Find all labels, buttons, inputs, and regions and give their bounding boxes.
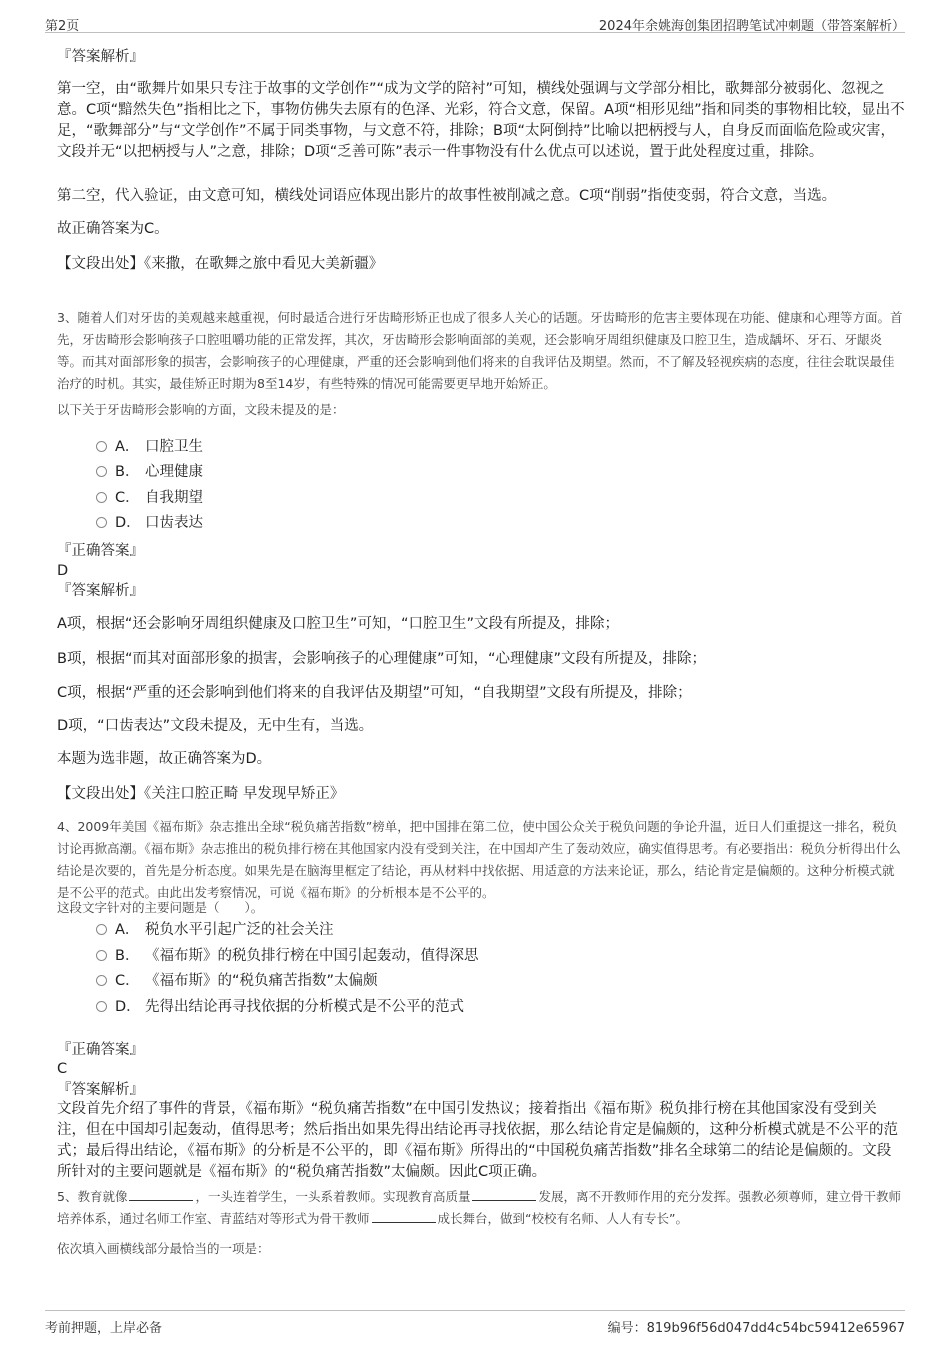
radio-icon[interactable] [96,924,107,935]
q3-option-d[interactable]: D． 口齿表达 [96,512,203,534]
page-number: 第2页 [45,19,80,34]
answer-blank-1 [129,1186,193,1201]
answer-blank-3 [372,1208,436,1223]
q4-correct-label: 『正确答案』 [57,1042,144,1058]
document-code: 编号：819b96f56d047dd4c54bc59412e65967 [607,1321,905,1336]
q2-answer-line: 故正确答案为C。 [57,221,169,237]
q4-analysis-label: 『答案解析』 [57,1082,144,1098]
q3-answer-line: 本题为选非题，故正确答案为D。 [57,751,272,767]
q4-correct-answer: C [57,1061,68,1077]
page-footer [45,1310,905,1335]
q3-source: 【文段出处】《关注口腔正畸 早发现早矫正》 [57,786,345,802]
q2-analysis-p2: 第二空，代入验证，由文意可知，横线处词语应体现出影片的故事性被削减之意。C项“削弱”指使变弱，符合文意，当选。 [57,188,837,204]
radio-icon[interactable] [96,975,107,986]
q2-analysis-p1: 第一空，由“歌舞片如果只专注于故事的文学创作”“成为文学的陪衬”可知，横线处强调与文学部分相比，歌舞部分被弱化、忽视之意。C项“黯然失色”指相比之下，事物仿佛失去原有的色泽、光彩，符合文意，保留。A项“相形见绌”指和同类的事物相比较，显出不足，“歌舞部分”与“文学创作”不属于同类事物，与文意不符，排除；B项“太阿倒持”比喻以把柄授与人，自身反而面临危险或灾害，文段并无“以把柄授与人”之意，排除；D项“乏善可陈”表示一件事物没有什么优点可以述说，置于此处程度过重，排除。 [57,81,905,160]
document-title: 2024年余姚海创集团招聘笔试冲刺题（带答案解析） [598,19,905,34]
q3-analysis-d: D项，“口齿表达”文段未提及，无中生有，当选。 [57,718,374,734]
radio-icon[interactable] [96,517,107,528]
q3-analysis-c: C项，根据“严重的还会影响到他们将来的自我评估及期望”可知，“自我期望”文段有所提及，排除； [57,685,692,701]
radio-icon[interactable] [96,441,107,452]
q3-stem: 3、随着人们对牙齿的美观越来越重视，何时最适合进行牙齿畸形矫正也成了很多人关心的话题。牙齿畸形的危害主要体现在功能、健康和心理等方面。首先，牙齿畸形会影响孩子口腔咀嚼功能的正常发挥，其次，牙齿畸形会影响面部的美观，还会影响牙周组织健康及口腔卫生，造成龋坏、牙石、牙龈炎等。而其对面部形象的损害，会影响孩子的心理健康，严重的还会影响到他们将来的自我评估及期望。然而，不了解及轻视疾病的态度，往往会耽误最佳治疗的时机。其实，最佳矫正时期为8至14岁，有些特殊的情况可能需要更早地开始矫正。 [57,310,903,391]
footer-slogan: 考前押题，上岸必备 [45,1321,163,1336]
q3-correct-label: 『正确答案』 [57,543,144,559]
q4-question: 这段文字针对的主要问题是（ ）。 [57,900,264,915]
q3-analysis-label: 『答案解析』 [57,583,144,599]
q2-source: 【文段出处】《来撒，在歌舞之旅中看见大美新疆》 [57,256,384,272]
q3-option-b[interactable]: B． 心理健康 [96,461,203,483]
q3-question: 以下关于牙齿畸形会影响的方面，文段未提及的是： [57,402,345,417]
q4-stem: 4、2009年美国《福布斯》杂志推出全球“税负痛苦指数”榜单，把中国排在第二位，使中国公众关于税负问题的争论升温，近日人们重提这一排名，税负讨论再掀高潮。《福布斯》杂志推出的税负排行榜在其他国家内没有受到关注，在中国却产生了轰动效应，确实值得思考。有必要指出：税负分析得出什么结论是次要的，首先是分析态度。如果先是在脑海里框定了结论，再从材料中找依据、用适意的方法来论证，那么，结论肯定是偏颇的。这种分析模式就是不公平的范式。由此出发考察情况，可说《福布斯》的分析根本是不公平的。 [57,819,901,900]
q4-option-a[interactable]: A． 税负水平引起广泛的社会关注 [96,919,334,941]
q3-option-c[interactable]: C． 自我期望 [96,487,203,509]
q4-analysis: 文段首先介绍了事件的背景，《福布斯》“税负痛苦指数”在中国引发热议；接着指出《福布斯》税负排行榜在其他国家没有受到关注，但在中国却引起轰动，值得思考；然后指出如果先得出结论再寻找依据，那么结论肯定是偏颇的，这种分析模式就是不公平的范式；最后得出结论，《福布斯》的分析是不公平的，即《福布斯》所得出的“中国税负痛苦指数”排名全球第二的结论是偏颇的。文段所针对的主要问题就是《福布斯》的“税负痛苦指数”太偏颇。因此C项正确。 [57,1101,898,1180]
q5-question: 依次填入画横线部分最恰当的一项是： [57,1241,270,1256]
page-header [45,12,905,33]
radio-icon[interactable] [96,1001,107,1012]
q3-analysis-a: A项，根据“还会影响牙周组织健康及口腔卫生”可知，“口腔卫生”文段有所提及，排除； [57,616,619,632]
q5-stem: 5、教育就像 ，一头连着学生，一头系着教师。实现教育高质量 发展，离不开教师作用的充分发挥。强教必须尊师，建立骨干教师培养体系，通过名师工作室、青蓝结对等形式为骨干教师 成长舞台，做到“校校有名师、人人有专长”。 [57,1186,905,1230]
answer-blank-2 [472,1186,536,1201]
radio-icon[interactable] [96,466,107,477]
q3-analysis-b: B项，根据“而其对面部形象的损害，会影响孩子的心理健康”可知，“心理健康”文段有所提及，排除； [57,651,706,667]
radio-icon[interactable] [96,950,107,961]
q2-analysis-label: 『答案解析』 [57,49,144,65]
q3-option-a[interactable]: A． 口腔卫生 [96,436,203,458]
q3-correct-answer: D [57,563,69,579]
radio-icon[interactable] [96,492,107,503]
q4-option-c[interactable]: C． 《福布斯》的“税负痛苦指数”太偏颇 [96,970,378,992]
q4-option-b[interactable]: B． 《福布斯》的税负排行榜在中国引起轰动，值得深思 [96,945,479,967]
q4-option-d[interactable]: D． 先得出结论再寻找依据的分析模式是不公平的范式 [96,996,464,1018]
